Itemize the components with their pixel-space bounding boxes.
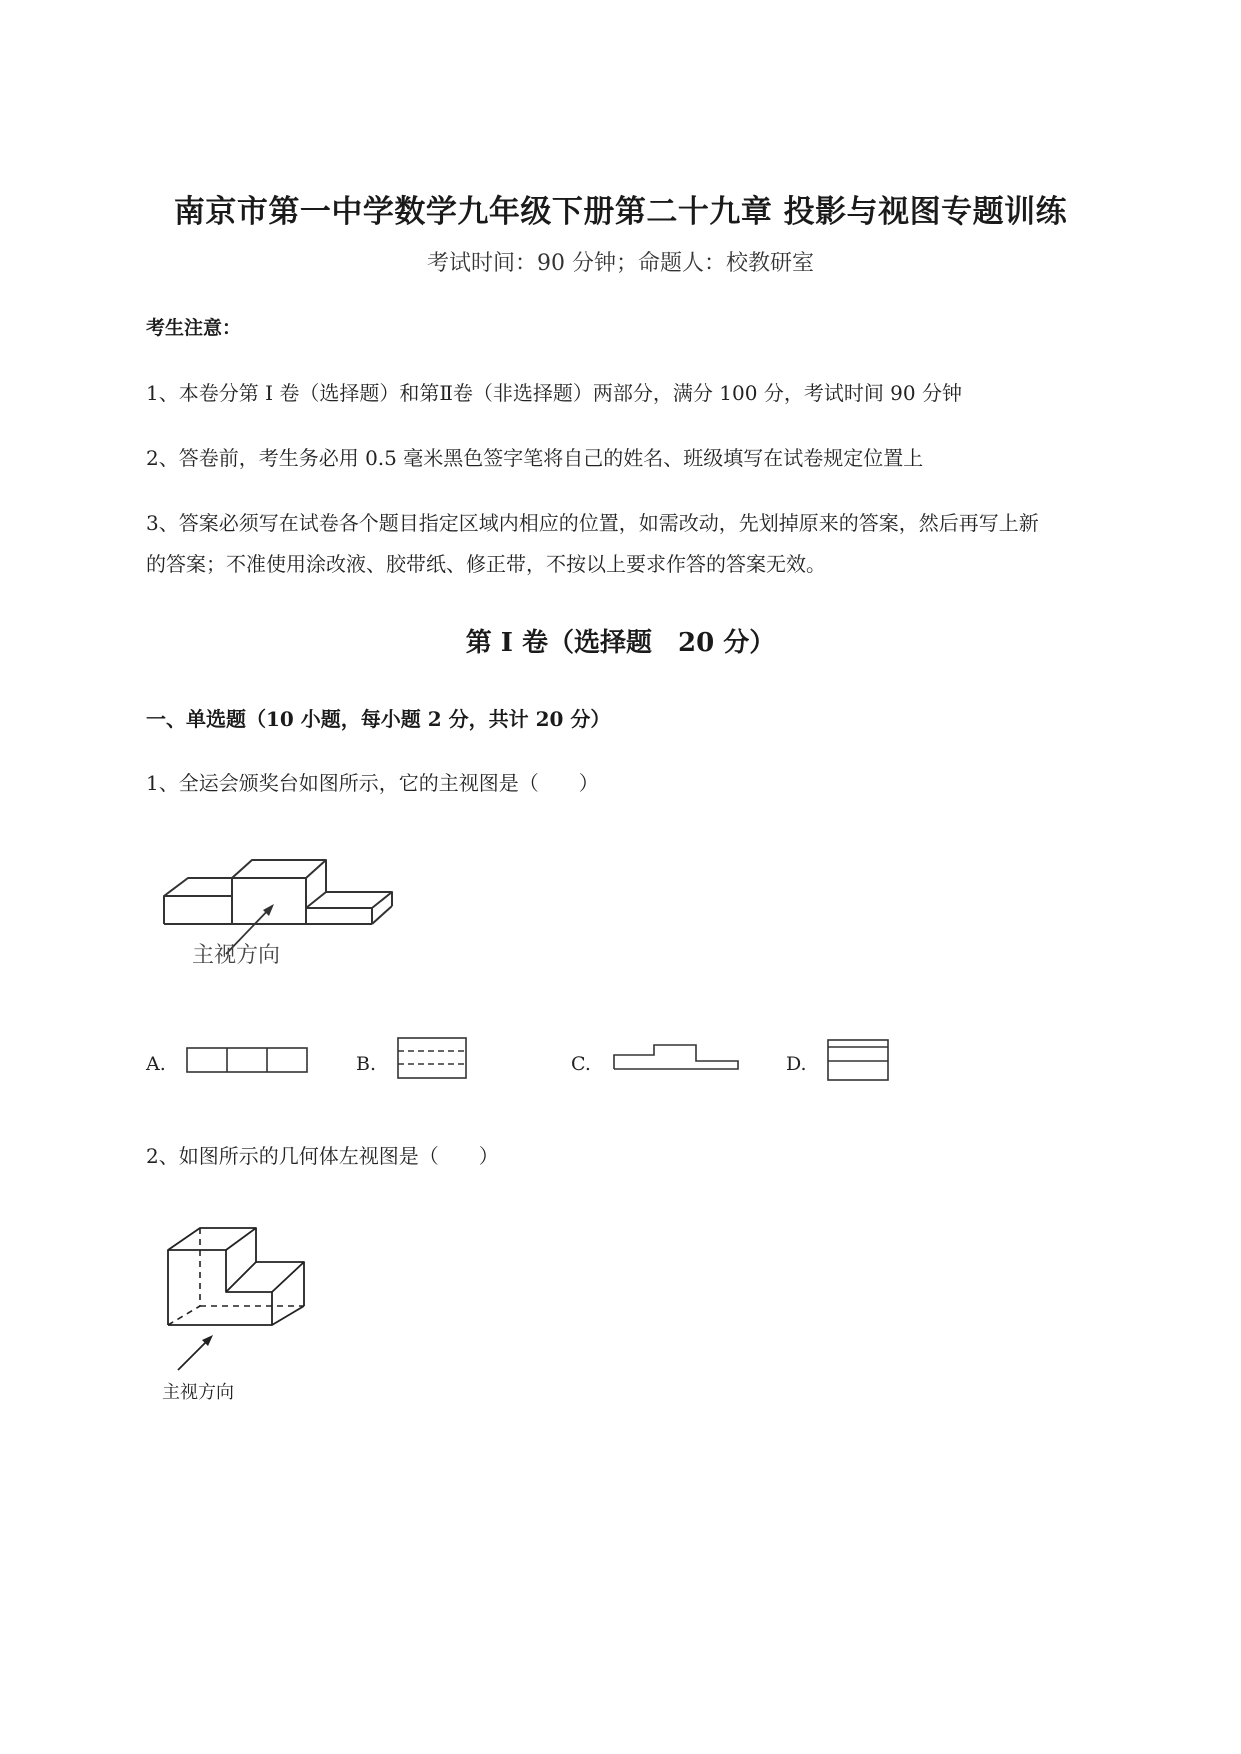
option-c-figure[interactable] (612, 1043, 742, 1073)
question-1-figure-label: 主视方向 (192, 943, 281, 968)
option-d-figure[interactable] (826, 1038, 891, 1082)
part-heading: 一、单选题（10 小题，每小题 2 分，共计 20 分） (146, 707, 611, 731)
question-2-text: 2、如图所示的几何体左视图是（ ） (146, 1144, 499, 1168)
option-a-label[interactable]: A. (146, 1053, 166, 1075)
question-2-figure-label: 主视方向 (162, 1382, 234, 1403)
exam-info: 考试时间：90 分钟；命题人：校教研室 (427, 251, 814, 276)
section-title: 第 I 卷（选择题 20 分） (465, 628, 776, 658)
notice-heading: 考生注意： (146, 317, 242, 339)
notice-item-2: 2、答卷前，考生务必用 0.5 毫米黑色签字笔将自己的姓名、班级填写在试卷规定位置上 (146, 446, 924, 470)
option-c-label[interactable]: C. (571, 1053, 591, 1075)
question-2-figure (160, 1210, 330, 1390)
option-a-figure[interactable] (185, 1046, 310, 1076)
page-title: 南京市第一中学数学九年级下册第二十九章 投影与视图专题训练 (173, 194, 1068, 230)
option-b-figure[interactable] (396, 1036, 471, 1082)
notice-item-1: 1、本卷分第 I 卷（选择题）和第Ⅱ卷（非选择题）两部分，满分 100 分，考试时间 90 分钟 (146, 381, 962, 405)
question-1-text: 1、全运会颁奖台如图所示，它的主视图是（ ） (146, 771, 599, 795)
notice-item-3-continued: 的答案；不准使用涂改液、胶带纸、修正带，不按以上要求作答的答案无效。 (146, 552, 826, 576)
option-b-label[interactable]: B. (356, 1053, 377, 1075)
option-d-label[interactable]: D. (786, 1053, 807, 1075)
notice-item-3: 3、答案必须写在试卷各个题目指定区域内相应的位置，如需改动，先划掉原来的答案，然后再写上新 (146, 511, 1039, 535)
